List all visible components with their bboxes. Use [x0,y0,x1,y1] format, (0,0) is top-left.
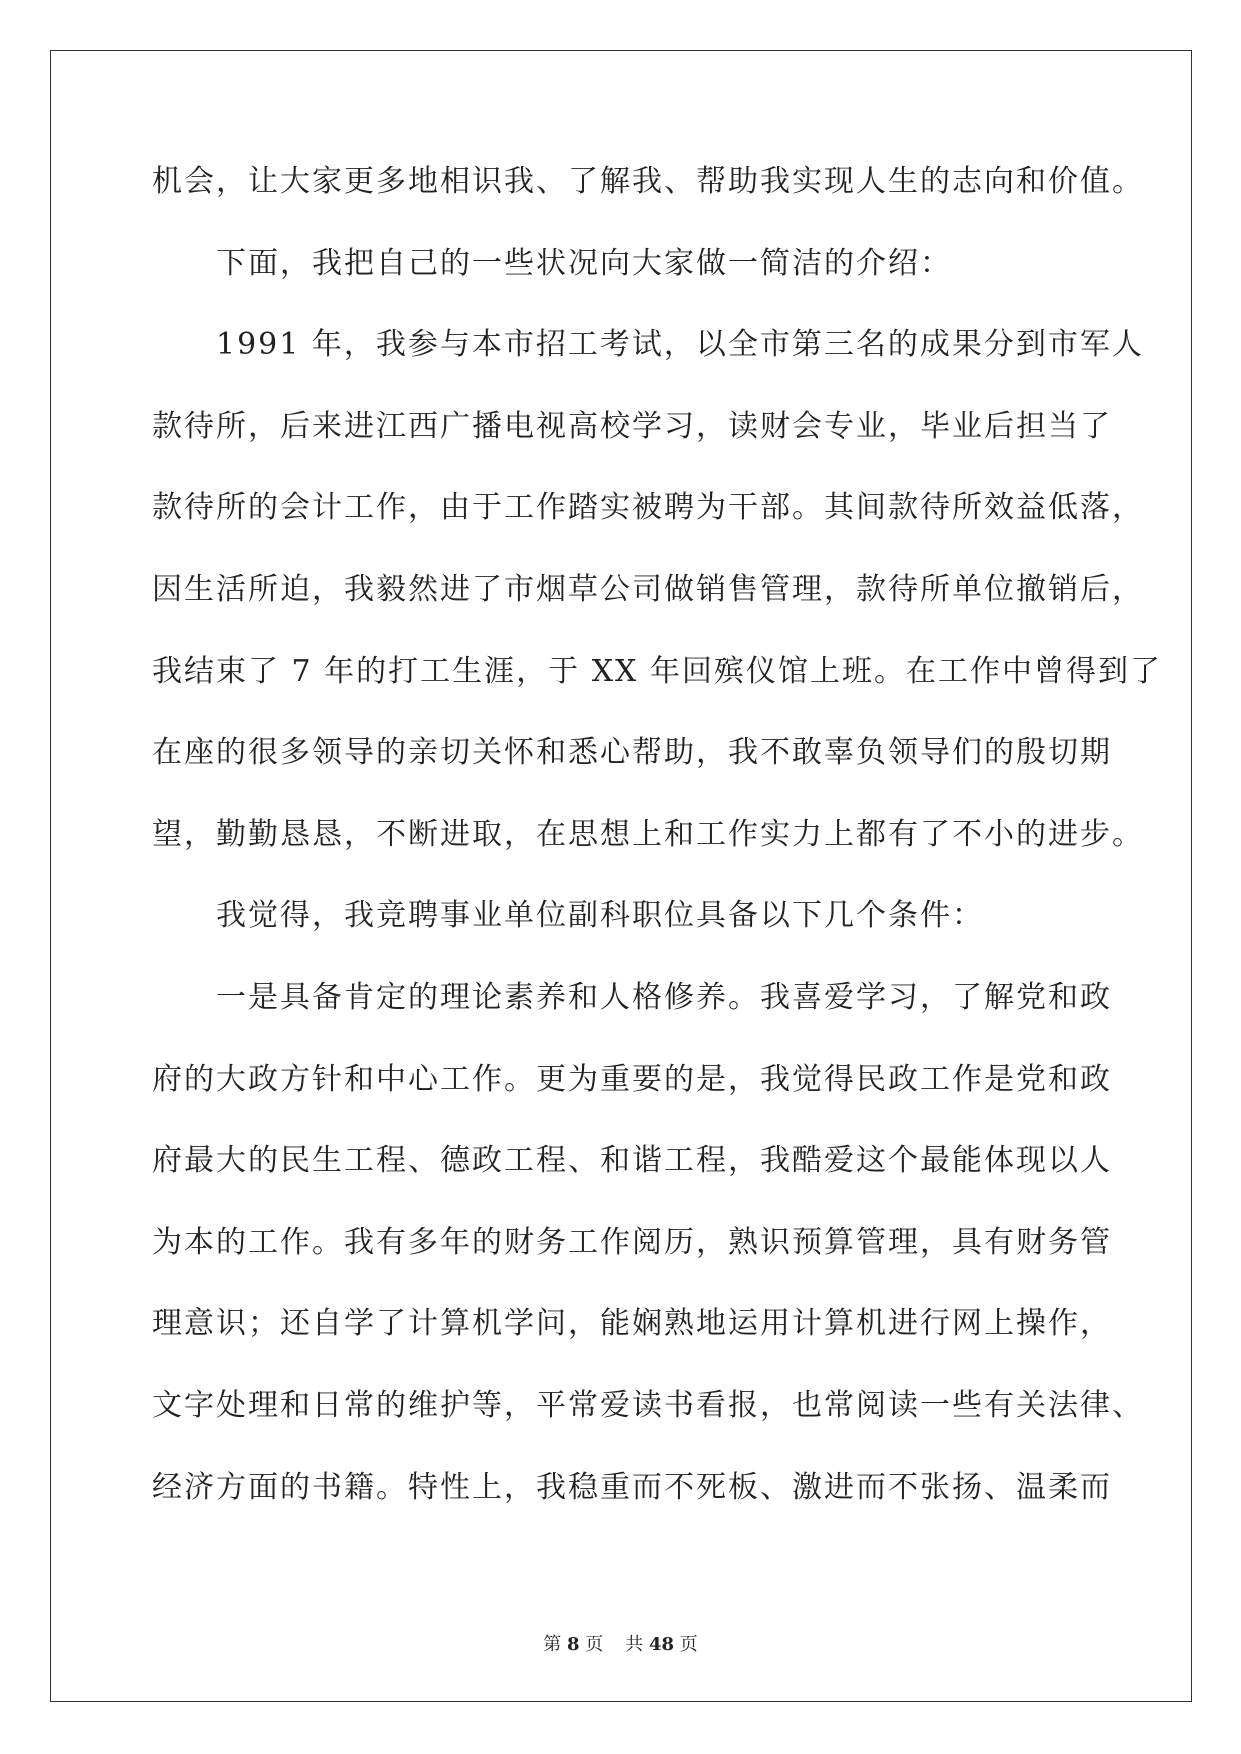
text-line: 府最大的民生工程、德政工程、和谐工程，我酷爱这个最能体现以人 [152,1143,1112,1179]
total-prefix: 共 [625,1634,644,1655]
page-number: 8 [566,1634,580,1655]
total-pages-indicator [625,1634,698,1655]
page-footer [0,1630,1241,1656]
text-line: 在座的很多领导的亲切关怀和悉心帮助，我不敢辜负领导们的殷切期 [152,735,1112,771]
page-prefix: 第 [543,1634,562,1655]
text-line: 文字处理和日常的维护等，平常爱读书看报，也常阅读一些有关法律、 [152,1387,1144,1423]
text-line: 我结束了 7 年的打工生涯，于 XX 年回殡仪馆上班。在工作中曾得到了 [152,653,1162,689]
total-pages: 48 [648,1634,675,1655]
total-suffix: 页 [679,1634,698,1655]
text-line: 我觉得，我竞聘事业单位副科职位具备以下几个条件： [216,898,984,934]
text-line: 理意识；还自学了计算机学问，能娴熟地运用计算机进行网上操作， [152,1306,1112,1342]
text-line: 因生活所迫，我毅然进了市烟草公司做销售管理，款待所单位撤销后， [152,571,1144,607]
text-line: 望，勤勤恳恳，不断进取，在思想上和工作实力上都有了不小的进步。 [152,816,1144,852]
text-line: 为本的工作。我有多年的财务工作阅历，熟识预算管理，具有财务管 [152,1224,1112,1260]
text-line: 1991 年，我参与本市招工考试，以全市第三名的成果分到市军人 [216,327,1144,363]
text-line: 机会，让大家更多地相识我、了解我、帮助我实现人生的志向和价值。 [152,164,1144,199]
text-line: 款待所的会计工作，由于工作踏实被聘为干部。其间款待所效益低落， [152,490,1144,526]
text-line: 一是具备肯定的理论素养和人格修养。我喜爱学习，了解党和政 [216,979,1112,1015]
page-indicator [543,1634,603,1655]
document-body [152,164,1162,1551]
page-suffix: 页 [585,1634,604,1655]
text-line: 下面，我把自己的一些状况向大家做一简洁的介绍： [216,245,952,281]
text-line: 府的大政方针和中心工作。更为重要的是，我觉得民政工作是党和政 [152,1061,1112,1097]
text-line: 经济方面的书籍。特性上，我稳重而不死板、激进而不张扬、温柔而 [152,1469,1112,1505]
text-line: 款待所，后来进江西广播电视高校学习，读财会专业，毕业后担当了 [152,408,1112,444]
